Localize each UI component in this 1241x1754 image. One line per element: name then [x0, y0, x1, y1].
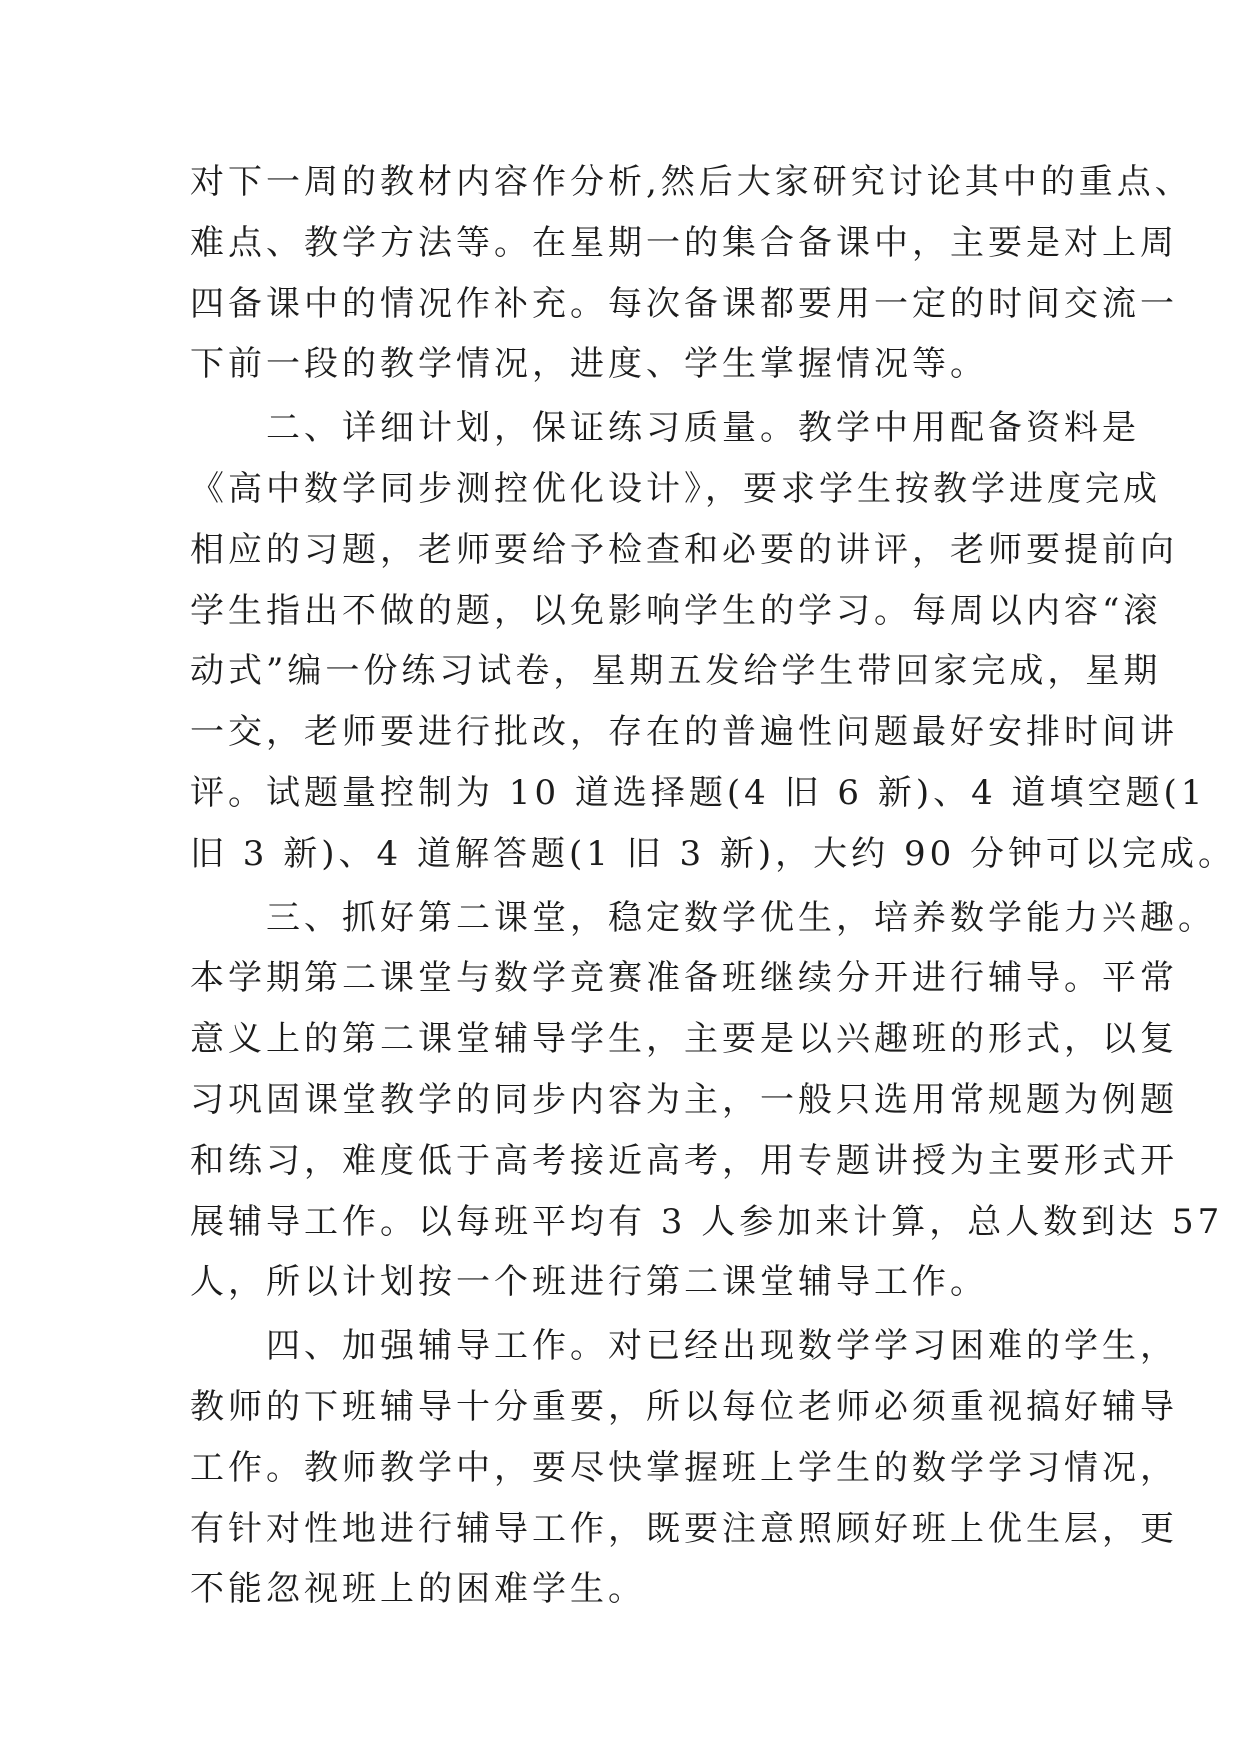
text-line: 四备课中的情况作补充。每次备课都要用一定的时间交流一: [190, 283, 1178, 324]
paragraph-4: [190, 1316, 1178, 1620]
text-line: 和练习，难度低于高考接近高考，用专题讲授为主要形式开: [190, 1140, 1178, 1181]
text-line: 相应的习题，老师要给予检查和必要的讲评，老师要提前向: [190, 529, 1178, 570]
text-line: 下前一段的教学情况，进度、学生掌握情况等。: [190, 344, 988, 385]
text-line: 难点、教学方法等。在星期一的集合备课中，主要是对上周: [190, 222, 1178, 263]
paragraph-2: [190, 398, 1237, 884]
text-line: 二、详细计划，保证练习质量。教学中用配备资料是: [266, 408, 1140, 449]
text-line: 展辅导工作。以每班平均有 3 人参加来计算，总人数到达 57: [190, 1201, 1224, 1242]
paragraph-3: [190, 888, 1224, 1314]
text-line: 《高中数学同步测控优化设计》，要求学生按教学进度完成: [190, 468, 1161, 509]
text-line: 有针对性地进行辅导工作，既要注意照顾好班上优生层，更: [190, 1508, 1178, 1549]
text-line: 人，所以计划按一个班进行第二课堂辅导工作。: [190, 1262, 988, 1303]
text-line: 意义上的第二课堂辅导学生，主要是以兴趣班的形式，以复: [190, 1019, 1178, 1060]
text-line: 本学期第二课堂与数学竞赛准备班继续分开进行辅导。平常: [190, 958, 1178, 999]
text-line: 学生指出不做的题，以免影响学生的学习。每周以内容“滚: [190, 590, 1162, 631]
text-line: 一交，老师要进行批改，存在的普遍性问题最好安排时间讲: [190, 712, 1178, 753]
text-line: 习巩固课堂教学的同步内容为主，一般只选用常规题为例题: [190, 1079, 1178, 1120]
text-line: 工作。教师教学中，要尽快掌握班上学生的数学学习情况，: [190, 1447, 1178, 1488]
paragraph-1: [190, 152, 1193, 395]
text-line: 旧 3 新)、4 道解答题(1 旧 3 新)，大约 90 分钟可以完成。: [190, 833, 1237, 874]
text-line: 对下一周的教材内容作分析,然后大家研究讨论其中的重点、: [190, 162, 1193, 202]
text-line: 四、加强辅导工作。对已经出现数学学习困难的学生，: [266, 1326, 1178, 1367]
text-line: 动式”编一份练习试卷，星期五发给学生带回家完成，星期: [190, 651, 1162, 692]
text-line: 三、抓好第二课堂，稳定数学优生，培养数学能力兴趣。: [266, 897, 1216, 938]
text-line: 教师的下班辅导十分重要，所以每位老师必须重视搞好辅导: [190, 1386, 1178, 1427]
document-body: [190, 152, 1237, 1620]
text-line: 评。试题量控制为 10 道选择题(4 旧 6 新)、4 道填空题(1: [190, 772, 1207, 813]
text-line: 不能忽视班上的困难学生。: [190, 1569, 646, 1610]
